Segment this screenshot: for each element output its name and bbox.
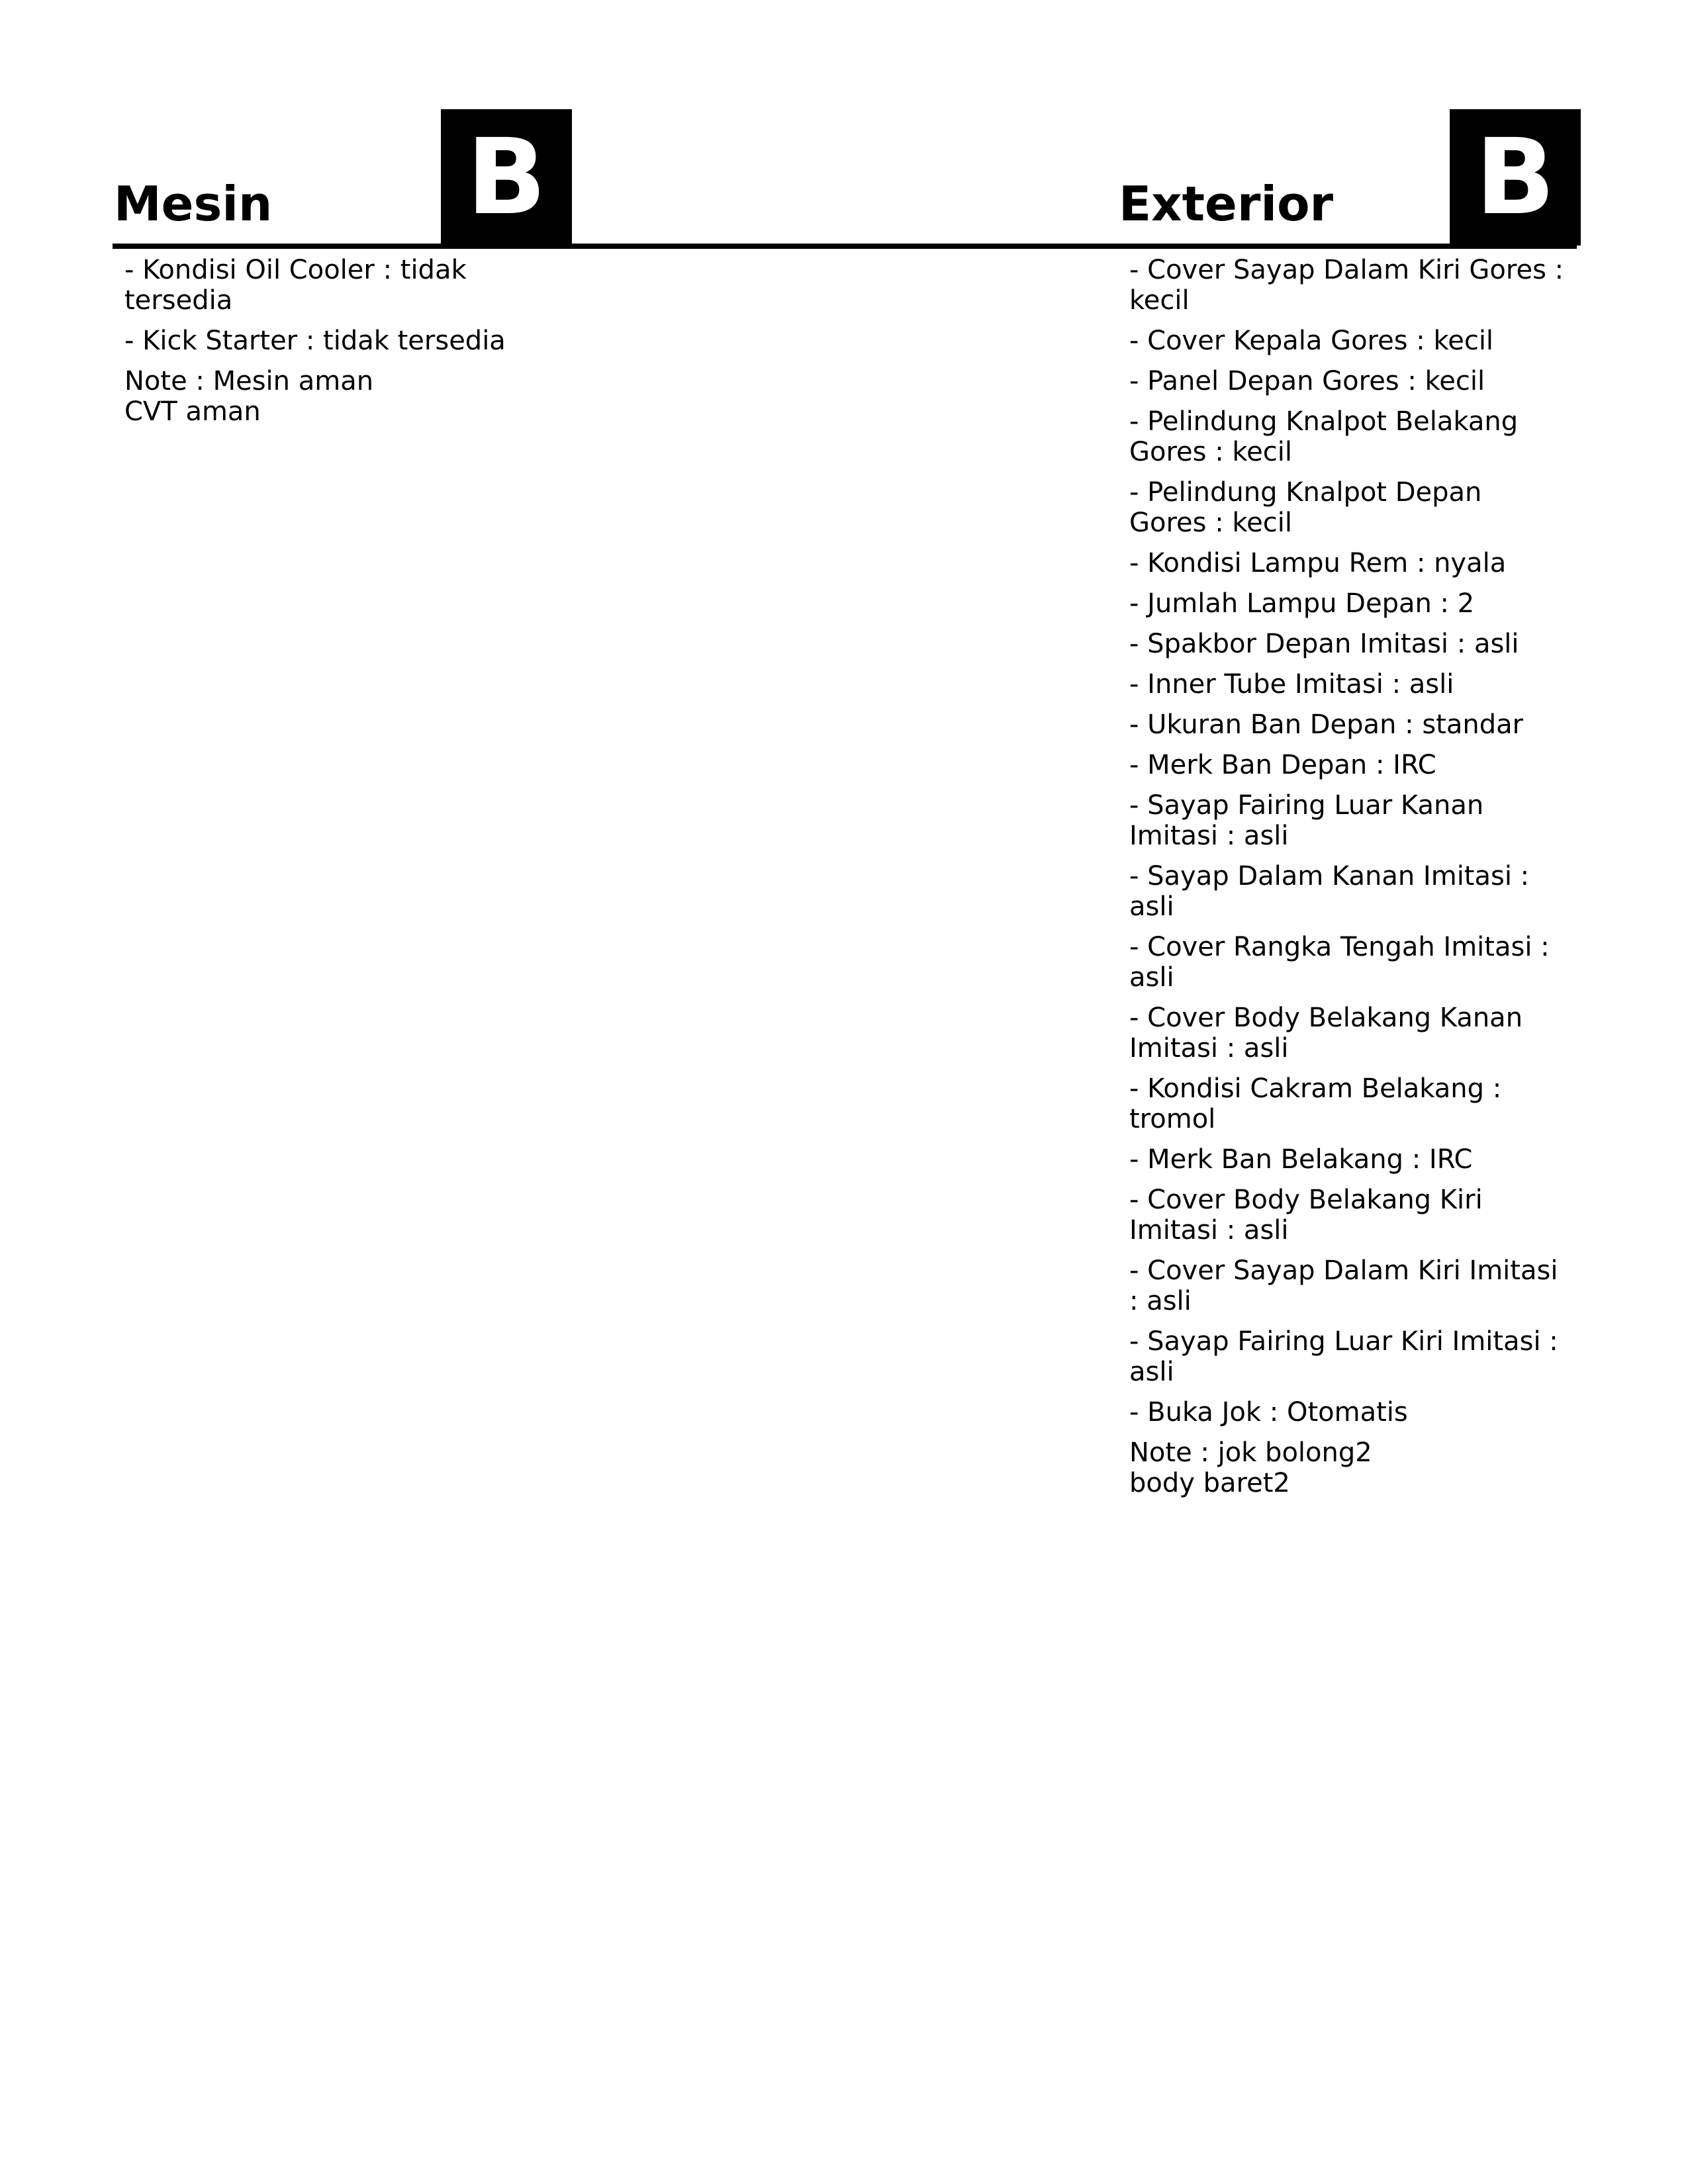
list-item: - Pelindung Knalpot Belakang Gores : kecil (1129, 406, 1519, 467)
list-item: - Cover Body Belakang Kiri Imitasi : asli (1129, 1185, 1483, 1246)
list-item: - Cover Kepala Gores : kecil (1129, 326, 1494, 356)
list-item: - Cover Sayap Dalam Kiri Imitasi : asli (1129, 1255, 1558, 1316)
list-item: - Merk Ban Depan : IRC (1129, 750, 1436, 780)
list-item: - Sayap Fairing Luar Kanan Imitasi : asli (1129, 790, 1484, 851)
mesin-details (124, 255, 575, 437)
list-item: - Merk Ban Belakang : IRC (1129, 1144, 1473, 1175)
grade-badge-exterior: B (1450, 109, 1581, 246)
list-item: - Inner Tube Imitasi : asli (1129, 669, 1454, 700)
note-line: body baret2 (1129, 1468, 1290, 1498)
list-item: - Kondisi Oil Cooler : tidak tersedia (124, 255, 467, 316)
list-item: - Kick Starter : tidak tersedia (124, 326, 506, 356)
list-item: - Sayap Dalam Kanan Imitasi : asli (1129, 861, 1530, 922)
exterior-details (1129, 255, 1566, 1508)
note-line: Note : Mesin aman (124, 366, 374, 396)
grade-badge-mesin: B (441, 109, 572, 246)
list-item: - Buka Jok : Otomatis (1129, 1397, 1408, 1428)
list-item: - Panel Depan Gores : kecil (1129, 366, 1485, 396)
list-item: - Pelindung Knalpot Depan Gores : kecil (1129, 477, 1482, 538)
list-item: - Ukuran Ban Depan : standar (1129, 709, 1524, 740)
note-line: CVT aman (124, 396, 261, 427)
list-item: - Kondisi Lampu Rem : nyala (1129, 548, 1507, 578)
list-item: - Spakbor Depan Imitasi : asli (1129, 629, 1519, 659)
section-title-mesin: Mesin (114, 176, 273, 232)
header-divider (113, 244, 1577, 249)
section-title-exterior: Exterior (1119, 176, 1334, 232)
list-item: - Kondisi Cakram Belakang : tromol (1129, 1073, 1502, 1134)
note (1129, 1437, 1566, 1498)
list-item: - Cover Rangka Tengah Imitasi : asli (1129, 932, 1550, 993)
list-item: - Jumlah Lampu Depan : 2 (1129, 588, 1475, 619)
list-item: - Sayap Fairing Luar Kiri Imitasi : asli (1129, 1326, 1558, 1387)
note-line: Note : jok bolong2 (1129, 1437, 1372, 1468)
list-item: - Cover Body Belakang Kanan Imitasi : asli (1129, 1003, 1523, 1064)
list-item: - Cover Sayap Dalam Kiri Gores : kecil (1129, 255, 1564, 316)
note (124, 366, 575, 427)
